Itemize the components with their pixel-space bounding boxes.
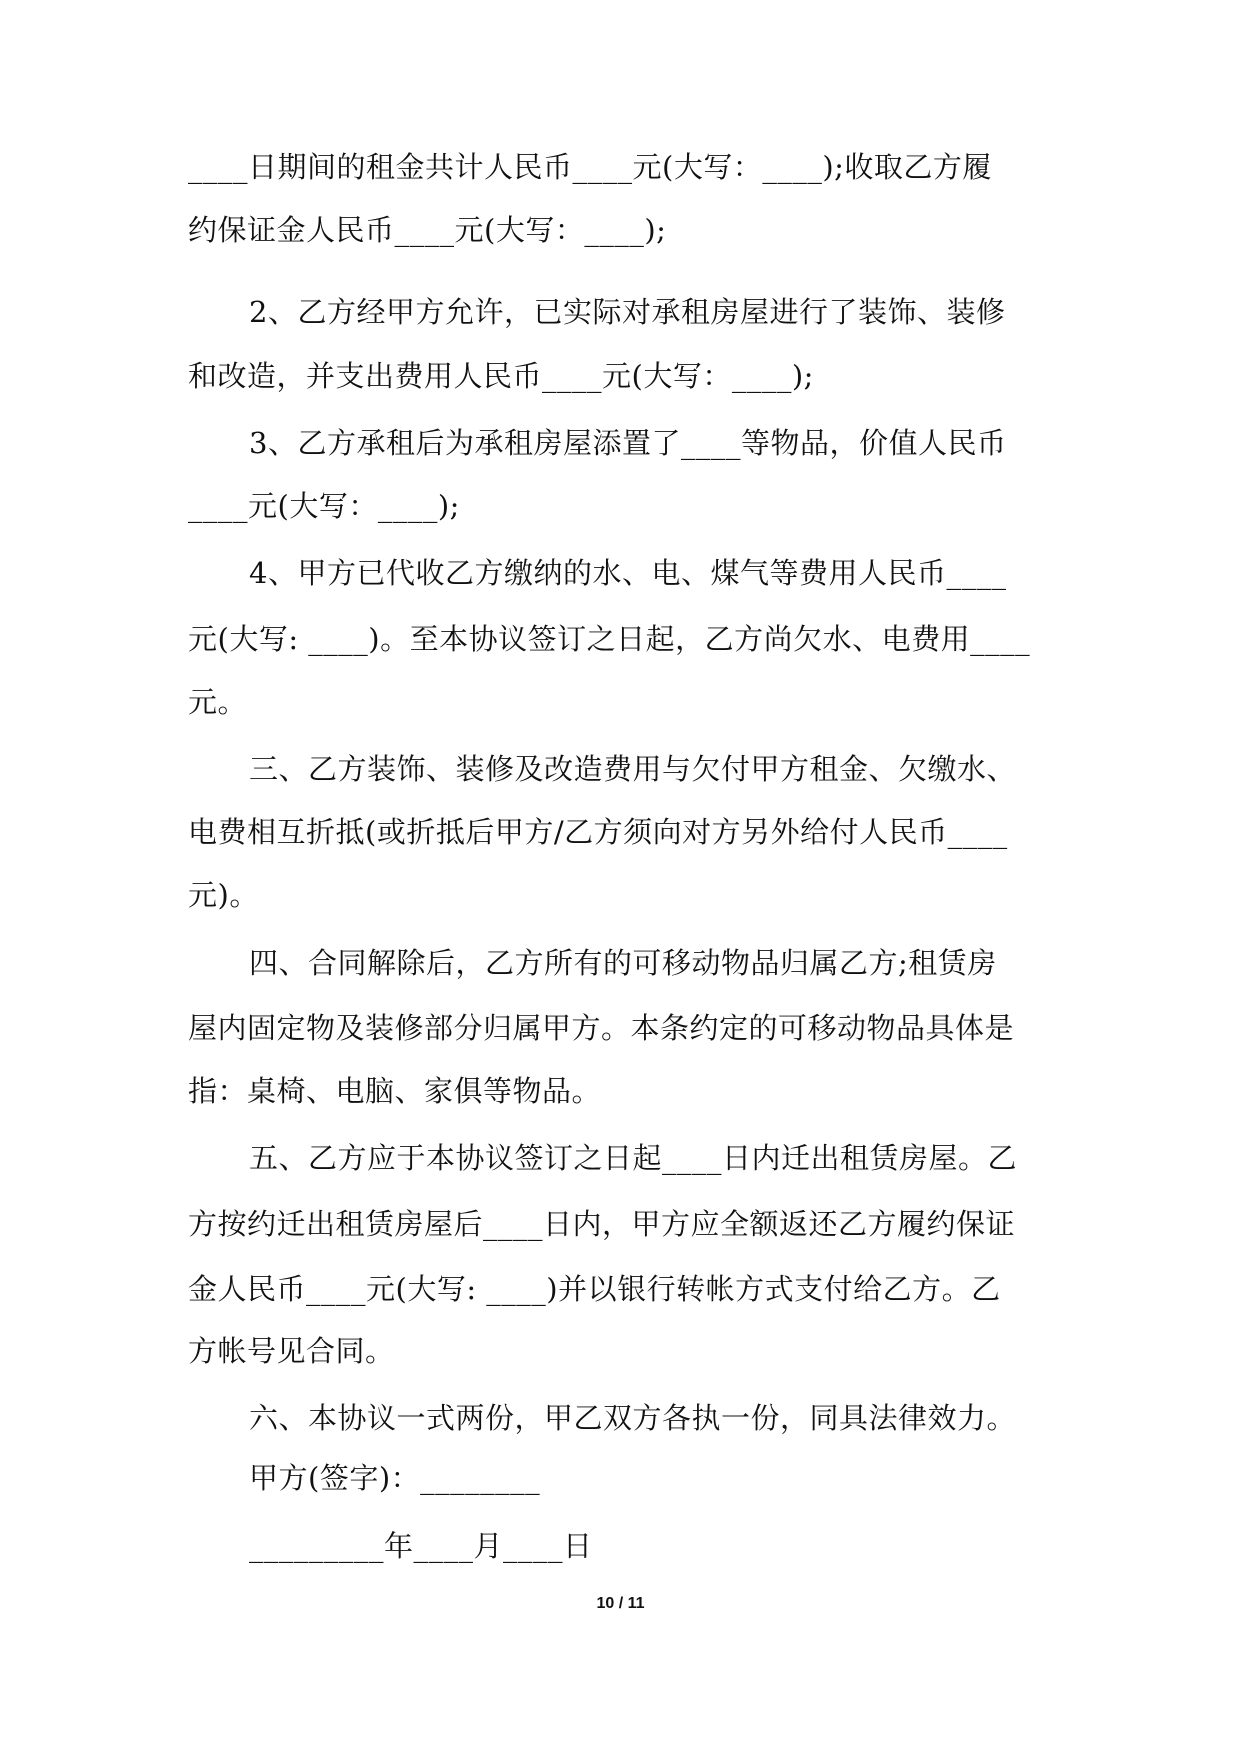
text-line-20: 六、本协议一式两份，甲乙双方各执一份，同具法律效力。 (249, 1401, 1017, 1435)
text-line-12: 元)。 (188, 878, 259, 912)
text-line-11: 电费相互折抵(或折抵后甲方/乙方须向对方另外给付人民币____ (188, 815, 1008, 849)
text-line-17: 方按约迁出租赁房屋后____日内，甲方应全额返还乙方履约保证 (188, 1207, 1016, 1241)
text-line-14: 屋内固定物及装修部分归属甲方。本条约定的可移动物品具体是 (188, 1011, 1015, 1045)
text-line-19: 方帐号见合同。 (188, 1334, 395, 1368)
text-line-2: 约保证金人民币____元(大写：____); (188, 213, 667, 247)
text-line-4: 和改造，并支出费用人民币____元(大写：____); (188, 359, 814, 393)
text-line-18: 金人民币____元(大写: ____)并以银行转帐方式支付给乙方。乙 (188, 1272, 1001, 1306)
text-line-5: 3、乙方承租后为承租房屋添置了____等物品，价值人民币 (249, 426, 1007, 460)
text-line-21: 甲方(签字)：________ (249, 1461, 541, 1495)
text-line-6: ____元(大写：____); (188, 489, 460, 523)
text-line-13: 四、合同解除后，乙方所有的可移动物品归属乙方;租赁房 (249, 946, 997, 980)
text-line-10: 三、乙方装饰、装修及改造费用与欠付甲方租金、欠缴水、 (249, 752, 1017, 786)
text-line-8: 元(大写: ____)。至本协议签订之日起，乙方尚欠水、电费用____ (188, 622, 1031, 656)
text-line-1: ____日期间的租金共计人民币____元(大写：____);收取乙方履 (188, 150, 992, 184)
text-line-3: 2、乙方经甲方允许，已实际对承租房屋进行了装饰、装修 (249, 295, 1006, 329)
text-line-15: 指：桌椅、电脑、家俱等物品。 (188, 1074, 602, 1108)
text-line-7: 4、甲方已代收乙方缴纳的水、电、煤气等费用人民币____ (249, 556, 1007, 590)
page-number: 10 / 11 (596, 1595, 645, 1612)
text-line-16: 五、乙方应于本协议签订之日起____日内迁出租赁房屋。乙 (249, 1141, 1018, 1175)
text-line-22: _________年____月____日 (249, 1529, 593, 1563)
text-line-9: 元。 (188, 685, 248, 719)
